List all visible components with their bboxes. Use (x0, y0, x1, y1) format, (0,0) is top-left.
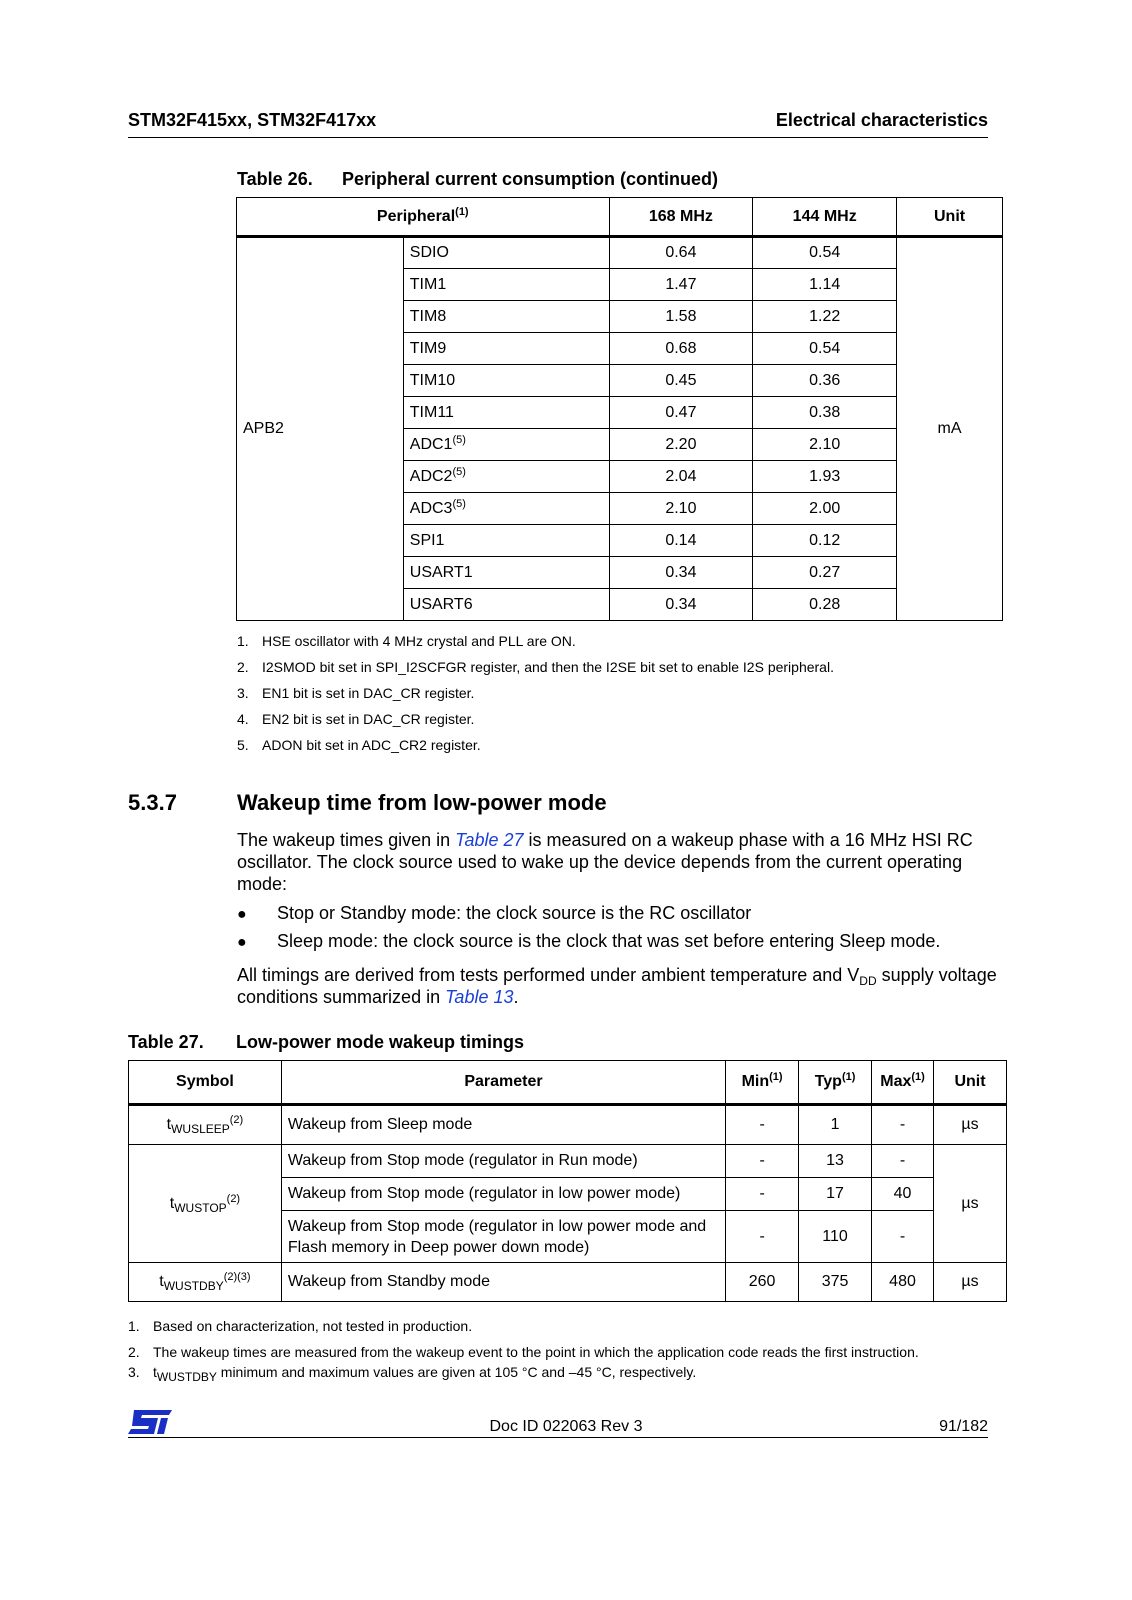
peripheral-name-cell: ADC3$^{(5)}$ (403, 493, 609, 525)
table26-caption-title: Peripheral current consumption (continued) (342, 169, 719, 189)
value-144mhz-cell: 0.28 (753, 589, 897, 621)
section-title: Wakeup time from low-power mode (237, 790, 607, 815)
table26-header-row (237, 198, 1003, 237)
max-cell: - (872, 1105, 934, 1145)
table27-head-min: Min$^{(1)}$ (726, 1061, 799, 1105)
table26-head-168mhz: 168 MHz (609, 198, 753, 237)
value-144mhz-cell: 0.54 (753, 237, 897, 269)
typ-cell: 375 (799, 1263, 872, 1302)
header-rule (128, 137, 988, 138)
table27-head-unit: Unit (934, 1061, 1007, 1105)
value-144mhz-cell: 0.54 (753, 333, 897, 365)
footer-rule (128, 1437, 988, 1438)
value-144mhz-cell: 0.38 (753, 397, 897, 429)
section-number: 5.3.7 (128, 790, 177, 815)
table26 (236, 197, 1003, 621)
table26-footnote-5: 5. ADON bit set in ADC_CR2 register. (237, 737, 481, 753)
parameter-cell: Wakeup from Stop mode (regulator in low power mode) (281, 1178, 725, 1211)
table26-caption-number: Table 26. (237, 169, 313, 189)
table27-footnote-2: 2. The wakeup times are measured from the wakeup event to the point in which the application code reads the first instruction. (128, 1344, 919, 1360)
table26-footnote-1: 1. HSE oscillator with 4 MHz crystal and PLL are ON. (237, 633, 576, 649)
value-168mhz-cell: 0.45 (609, 365, 753, 397)
bullet-icon: ● (237, 906, 247, 923)
table26-head-144mhz: 144 MHz (753, 198, 897, 237)
table-row (237, 237, 1003, 269)
value-168mhz-cell: 1.47 (609, 269, 753, 301)
parameter-cell: Wakeup from Standby mode (281, 1263, 725, 1302)
section-paragraph-1: The wakeup times given in Table 27 is measured on a wakeup phase with a 16 MHz HSI RC oscillator. The clock source used to wake up the device depends from the current operating mode: (237, 830, 973, 894)
peripheral-name-cell: TIM10 (403, 365, 609, 397)
value-168mhz-cell: 2.04 (609, 461, 753, 493)
min-cell: 260 (726, 1263, 799, 1302)
value-168mhz-cell: 2.20 (609, 429, 753, 461)
value-144mhz-cell: 2.00 (753, 493, 897, 525)
peripheral-name-cell: USART6 (403, 589, 609, 621)
table27 (128, 1060, 1007, 1302)
value-144mhz-cell: 1.93 (753, 461, 897, 493)
table27-head-max: Max$^{(1)}$ (872, 1061, 934, 1105)
bullet-icon: ● (237, 934, 247, 951)
parameter-cell: Wakeup from Stop mode (regulator in Run mode) (281, 1145, 725, 1178)
min-cell: - (726, 1105, 799, 1145)
table27-caption (128, 1032, 524, 1053)
min-cell: - (726, 1211, 799, 1263)
bus-cell: APB2 (237, 237, 404, 621)
bullet-item-2: ● Sleep mode: the clock source is the clock that was set before entering Sleep mode. (237, 931, 941, 951)
value-168mhz-cell: 0.34 (609, 589, 753, 621)
table27-link[interactable]: Table 27 (455, 830, 524, 850)
peripheral-name-cell: SDIO (403, 237, 609, 269)
typ-cell: 13 (799, 1145, 872, 1178)
table26-head-peripheral: Peripheral$^{(1)}$ (237, 198, 610, 237)
table27-footnote-1: 1. Based on characterization, not tested in production. (128, 1318, 473, 1334)
value-144mhz-cell: 1.22 (753, 301, 897, 333)
peripheral-name-cell: TIM9 (403, 333, 609, 365)
peripheral-name-cell: TIM8 (403, 301, 609, 333)
min-cell: - (726, 1178, 799, 1211)
value-144mhz-cell: 1.14 (753, 269, 897, 301)
unit-cell: µs (934, 1145, 1007, 1263)
table27-head-symbol: Symbol (129, 1061, 282, 1105)
parameter-cell: Wakeup from Sleep mode (281, 1105, 725, 1145)
value-144mhz-cell: 0.12 (753, 525, 897, 557)
value-168mhz-cell: 0.47 (609, 397, 753, 429)
footer-page-number: 91/182 (939, 1418, 988, 1435)
max-cell: - (872, 1145, 934, 1178)
max-cell: 40 (872, 1178, 934, 1211)
symbol-twustdby: $t_{WUSTDBY}^{(2)(3)}$ (129, 1263, 282, 1302)
table27-caption-title: Low-power mode wakeup timings (236, 1032, 525, 1052)
max-cell: 480 (872, 1263, 934, 1302)
symbol-twustop: $t_{WUSTOP}^{(2)}$ (129, 1145, 282, 1263)
value-168mhz-cell: 0.14 (609, 525, 753, 557)
unit-cell: mA (897, 237, 1003, 621)
section-paragraph-2: All timings are derived from tests performed under ambient temperature and $V_{DD}$ supply voltage conditions summarized in Table 13. (237, 965, 997, 1007)
unit-cell: µs (934, 1263, 1007, 1302)
table26-footnote-4: 4. EN2 bit is set in DAC_CR register. (237, 711, 475, 727)
bullet-item-1: ● Stop or Standby mode: the clock source is the RC oscillator (237, 903, 752, 923)
typ-cell: 110 (799, 1211, 872, 1263)
value-168mhz-cell: 2.10 (609, 493, 753, 525)
value-144mhz-cell: 0.36 (753, 365, 897, 397)
peripheral-name-cell: TIM1 (403, 269, 609, 301)
table-row (129, 1105, 1007, 1145)
max-cell: - (872, 1211, 934, 1263)
table26-footnote-3: 3. EN1 bit is set in DAC_CR register. (237, 685, 475, 701)
table27-head-parameter: Parameter (281, 1061, 725, 1105)
table13-link[interactable]: Table 13 (445, 987, 514, 1007)
table27-caption-number: Table 27. (128, 1032, 204, 1052)
header-doc-title: STM32F415xx, STM32F417xx (128, 110, 377, 130)
table26-footnote-2: 2. I2SMOD bit set in SPI_I2SCFGR register, and then the I2SE bit set to enable I2S peripheral. (237, 659, 834, 675)
table27-head-typ: Typ$^{(1)}$ (799, 1061, 872, 1105)
table-row (129, 1145, 1007, 1178)
header-chapter-title: Electrical characteristics (775, 110, 988, 130)
parameter-cell: Wakeup from Stop mode (regulator in low power mode and Flash memory in Deep power down mode) (281, 1211, 725, 1263)
table27-header-row (129, 1061, 1007, 1105)
value-168mhz-cell: 0.34 (609, 557, 753, 589)
value-144mhz-cell: 2.10 (753, 429, 897, 461)
peripheral-name-cell: SPI1 (403, 525, 609, 557)
unit-cell: µs (934, 1105, 1007, 1145)
value-144mhz-cell: 0.27 (753, 557, 897, 589)
value-168mhz-cell: 0.64 (609, 237, 753, 269)
peripheral-name-cell: ADC1$^{(5)}$ (403, 429, 609, 461)
table27-footnote-3: 3. $t_{WUSTDBY}$ minimum and maximum values are given at 105 °C and –45 °C, respectively. (128, 1364, 697, 1384)
peripheral-name-cell: ADC2$^{(5)}$ (403, 461, 609, 493)
table26-caption (237, 169, 718, 190)
table-row (129, 1263, 1007, 1302)
table26-head-unit: Unit (897, 198, 1003, 237)
typ-cell: 17 (799, 1178, 872, 1211)
value-168mhz-cell: 0.68 (609, 333, 753, 365)
peripheral-name-cell: TIM11 (403, 397, 609, 429)
min-cell: - (726, 1145, 799, 1178)
symbol-twusleep: $t_{WUSLEEP}^{(2)}$ (129, 1105, 282, 1145)
peripheral-name-cell: USART1 (403, 557, 609, 589)
footer-doc-id: Doc ID 022063 Rev 3 (489, 1418, 643, 1435)
typ-cell: 1 (799, 1105, 872, 1145)
value-168mhz-cell: 1.58 (609, 301, 753, 333)
